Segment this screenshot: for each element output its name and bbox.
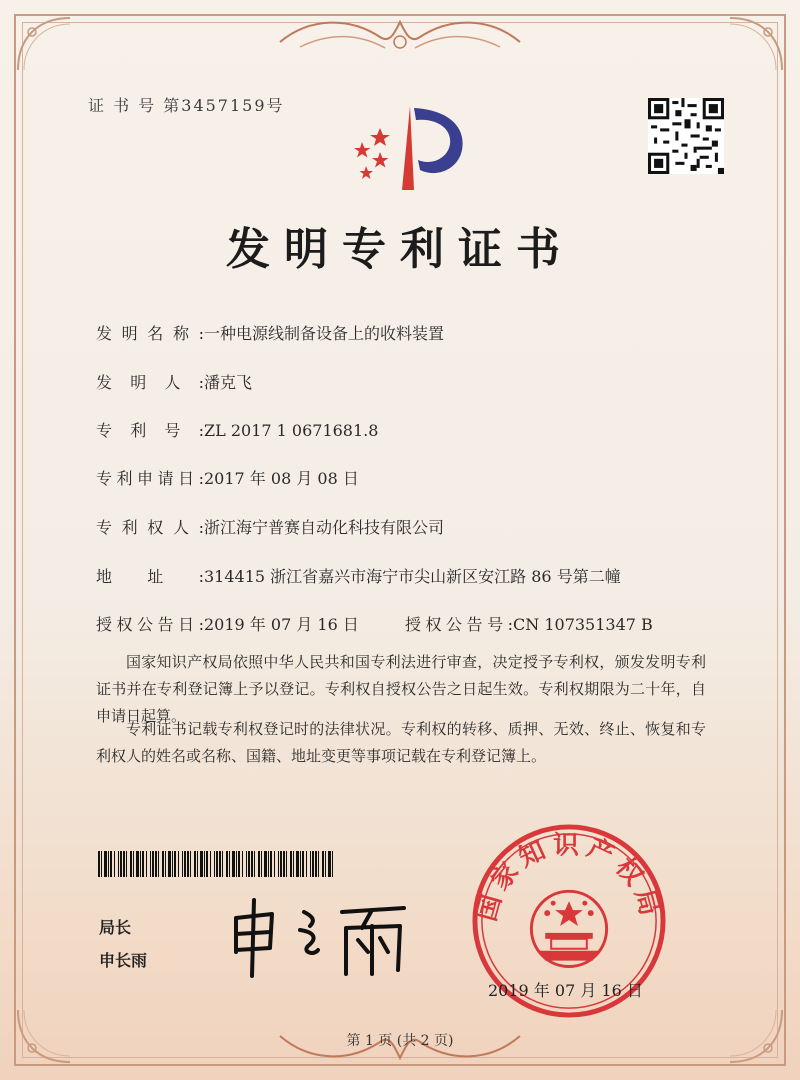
barcode-bar	[142, 851, 144, 877]
barcode-bar	[242, 851, 243, 877]
paragraph-grant-statement: 国家知识产权局依照中华人民共和国专利法进行审查，决定授予专利权，颁发发明专利证书并在专利登记簿上予以登记。专利权自授权公告之日起生效。专利权期限为二十年，自申请日起算。	[96, 653, 706, 725]
field-label: 发明名称:	[96, 324, 204, 343]
field-value: 314415 浙江省嘉兴市海宁市尖山新区安江路 86 号第二幢	[204, 567, 621, 586]
barcode-bar	[204, 851, 205, 877]
field-value: 2019 年 07 月 16 日	[204, 615, 359, 634]
barcode-bar	[118, 851, 119, 877]
barcode-bar	[290, 851, 292, 877]
field-label: 专利申请日:	[96, 469, 204, 488]
barcode-bar	[248, 851, 250, 877]
field-value: ZL 2017 1 0671681.8	[204, 421, 379, 440]
barcode-bar	[197, 851, 198, 877]
field-value: 潘克飞	[204, 373, 253, 392]
barcode-bar	[258, 851, 260, 877]
corner-ornament-icon	[726, 14, 786, 74]
barcode-bar	[293, 851, 294, 877]
barcode-bar	[325, 851, 326, 877]
field-label: 地址:	[96, 567, 204, 586]
field-label: 发明人:	[96, 373, 204, 392]
barcode-bar	[315, 851, 317, 877]
barcode-bar	[130, 851, 132, 877]
barcode-bar	[114, 851, 115, 877]
barcode-bar	[270, 851, 272, 877]
barcode-bar	[283, 851, 285, 877]
field-filing-date	[96, 466, 359, 489]
field-grant-date	[96, 612, 359, 635]
barcode-bar	[110, 851, 112, 877]
barcode-bar	[236, 851, 237, 877]
field-inventor	[96, 370, 252, 393]
barcode-bar	[286, 851, 287, 877]
field-label: 授权公告日:	[96, 615, 204, 634]
barcode-bar	[226, 851, 228, 877]
field-address	[96, 564, 621, 587]
barcode-bar	[104, 851, 107, 877]
barcode-bar	[101, 851, 102, 877]
field-value: CN 107351347 B	[513, 615, 653, 634]
seal-date: 2019 年 07 月 16 日	[488, 981, 643, 1000]
barcode-bar	[274, 851, 275, 877]
qr-code-icon	[648, 98, 724, 174]
field-label: 专利权人:	[96, 518, 204, 537]
barcode-icon	[98, 851, 336, 877]
certificate-title: 发明专利证书	[226, 224, 574, 275]
barcode-bar	[312, 851, 314, 877]
field-patent-holder	[96, 515, 444, 538]
barcode-bar	[216, 851, 218, 877]
barcode-bar	[328, 851, 331, 877]
barcode-bar	[254, 851, 255, 877]
barcode-bar	[318, 851, 319, 877]
barcode-bar	[136, 851, 139, 877]
barcode-bar	[278, 851, 279, 877]
barcode-bar	[302, 851, 304, 877]
barcode-bar	[268, 851, 269, 877]
page-footer: 第 1 页 (共 2 页)	[346, 1033, 454, 1049]
barcode-bar	[187, 851, 189, 877]
barcode-bar	[174, 851, 176, 877]
corner-ornament-icon	[14, 14, 74, 74]
barcode-bar	[155, 851, 157, 877]
barcode-bar	[152, 851, 154, 877]
field-value: 一种电源线制备设备上的收料装置	[204, 324, 445, 343]
barcode-bar	[123, 851, 125, 877]
handwritten-signature-icon	[222, 890, 412, 980]
barcode-bar	[182, 851, 183, 877]
field-value: 浙江海宁普赛自动化科技有限公司	[204, 518, 445, 537]
barcode-bar	[140, 851, 141, 877]
barcode-bar	[162, 851, 164, 877]
field-invention-name	[96, 321, 444, 344]
director-title: 局长	[99, 918, 132, 937]
barcode-bar	[280, 851, 282, 877]
certificate-number: 证 书 号 第3457159号	[88, 96, 285, 115]
barcode-bar	[219, 851, 221, 877]
barcode-bar	[332, 851, 333, 877]
barcode-bar	[194, 851, 196, 877]
barcode-bar	[184, 851, 186, 877]
seal-text: 国家知识产权局	[472, 830, 666, 925]
barcode-bar	[146, 851, 147, 877]
barcode-bar	[178, 851, 179, 877]
barcode-bar	[232, 851, 235, 877]
barcode-bar	[120, 851, 122, 877]
barcode-bar	[150, 851, 151, 877]
barcode-bar	[300, 851, 301, 877]
barcode-bar	[165, 851, 166, 877]
barcode-bar	[98, 851, 100, 877]
barcode-bar	[238, 851, 240, 877]
barcode-bar	[133, 851, 134, 877]
barcode-bar	[206, 851, 208, 877]
barcode-bar	[251, 851, 253, 877]
director-name: 申长雨	[99, 951, 148, 970]
barcode-bar	[168, 851, 171, 877]
field-label: 授权公告号:	[405, 615, 513, 634]
barcode-bar	[222, 851, 223, 877]
barcode-bar	[158, 851, 159, 877]
barcode-bar	[214, 851, 215, 877]
barcode-bar	[310, 851, 311, 877]
field-label: 专利号:	[96, 421, 204, 440]
barcode-bar	[296, 851, 299, 877]
barcode-bar	[126, 851, 127, 877]
field-patent-number	[96, 418, 378, 441]
barcode-bar	[264, 851, 267, 877]
barcode-bar	[261, 851, 262, 877]
barcode-bar	[190, 851, 191, 877]
barcode-bar	[306, 851, 307, 877]
barcode-bar	[108, 851, 109, 877]
barcode-bar	[172, 851, 173, 877]
barcode-bar	[229, 851, 230, 877]
paragraph-legal-status: 专利证书记载专利权登记时的法律状况。专利权的转移、质押、无效、终止、恢复和专利权人的姓名或名称、国籍、地址变更等事项记载在专利登记簿上。	[96, 720, 706, 765]
barcode-bar	[246, 851, 247, 877]
barcode-bar	[322, 851, 324, 877]
field-value: 2017 年 08 月 08 日	[204, 469, 359, 488]
barcode-bar	[210, 851, 211, 877]
top-ornament-icon	[270, 12, 530, 62]
barcode-bar	[200, 851, 203, 877]
field-grant-number	[405, 612, 653, 635]
cnipa-logo-icon	[340, 98, 470, 198]
